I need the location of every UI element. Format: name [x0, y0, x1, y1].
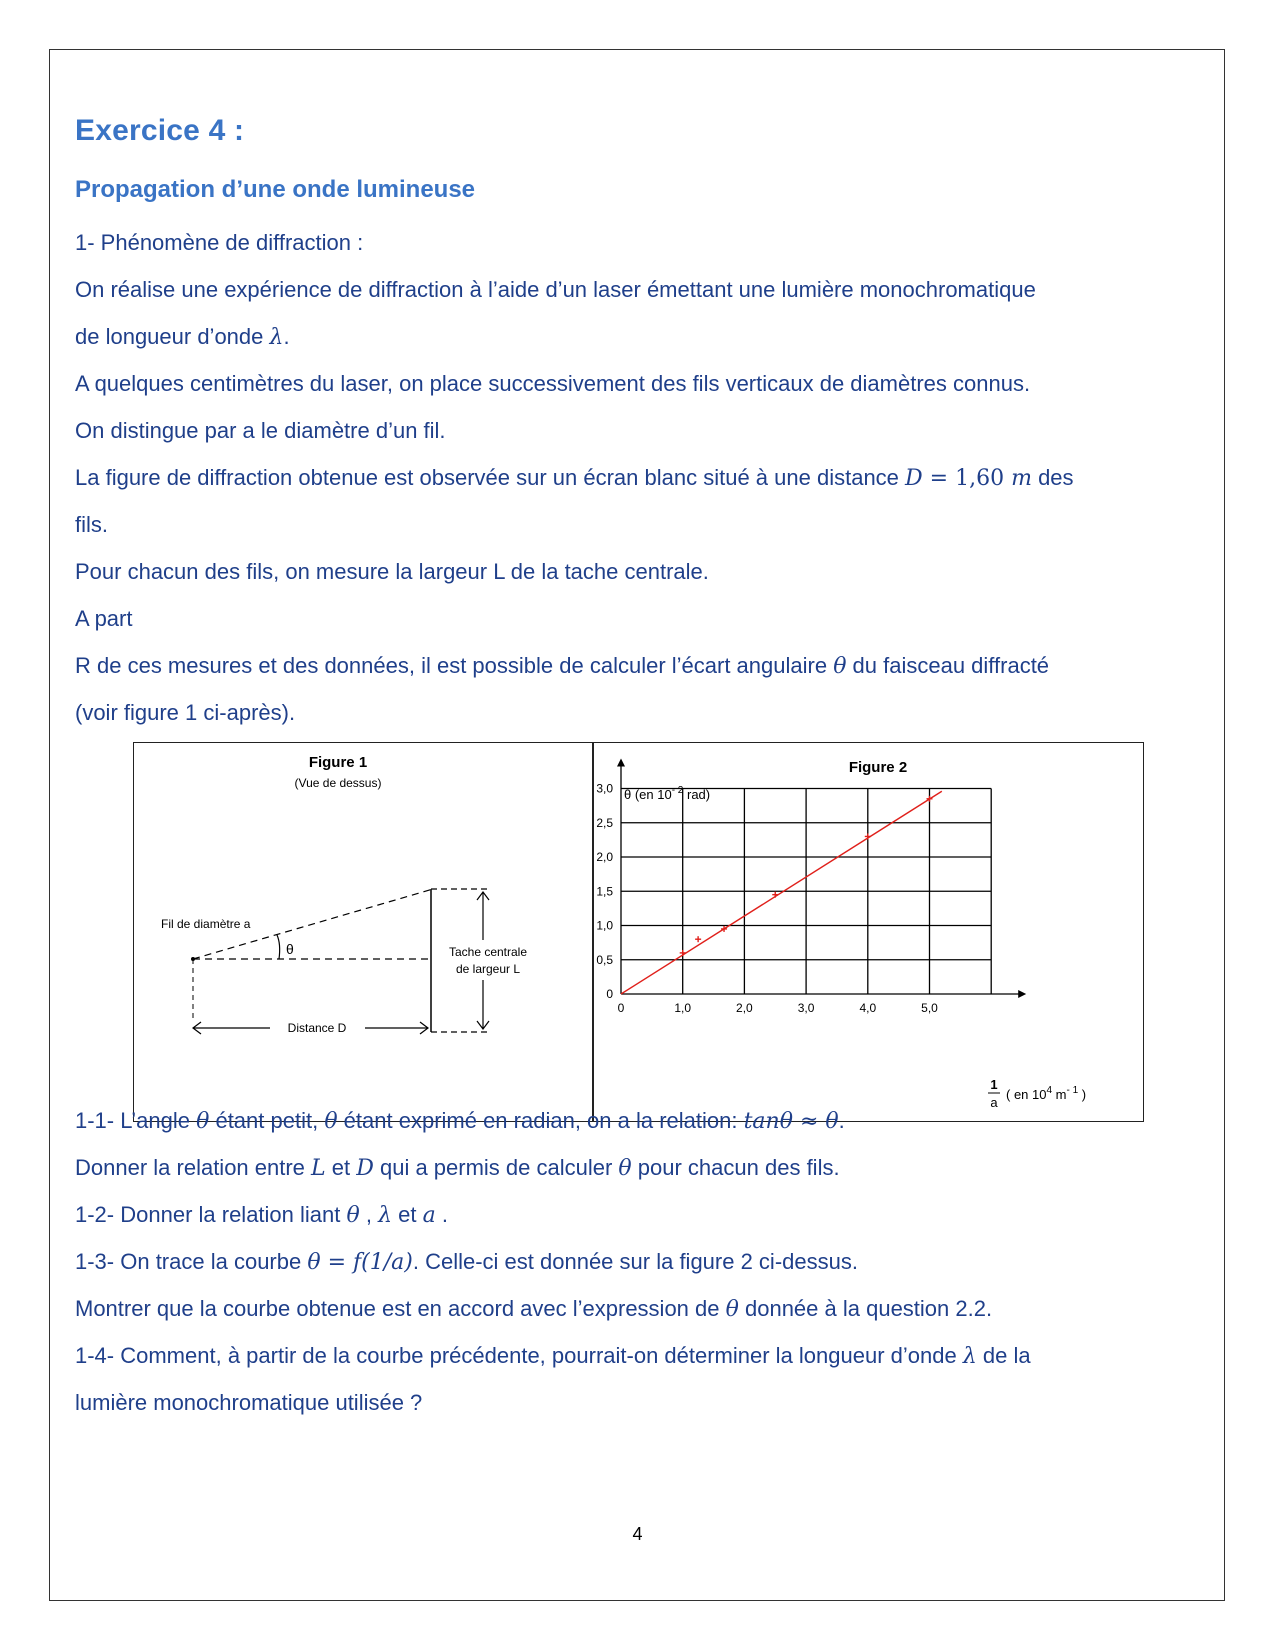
page-number: 4 — [632, 1524, 643, 1544]
question-1-4b: lumière monochromatique utilisée ? — [75, 1390, 423, 1415]
paragraph-line: R de ces mesures et des données, il est possible de calculer l’écart angulaire θ du faisceau diffracté — [75, 653, 1050, 679]
y-axis-arrow — [617, 759, 625, 767]
angle-arc — [277, 935, 280, 959]
paragraph-line: On réalise une expérience de diffraction à l’aide d’un laser émettant une lumière monochromatique — [75, 277, 1036, 302]
x-tick-label: 2,0 — [736, 1001, 753, 1015]
x-axis-unit: ( en $10^4$ $m^{- 1}$ ) — [1006, 1085, 1087, 1102]
distance-label: Distance D — [287, 1021, 347, 1035]
figure-2-chart — [594, 742, 1143, 1122]
y-tick-label: 1,0 — [596, 918, 613, 933]
paragraph-line: de longueur d’onde λ. — [75, 324, 290, 350]
paragraph-line: Pour chacun des fils, on mesure la largeur L de la tache centrale. — [75, 559, 709, 584]
lambda-symbol: λ — [269, 325, 284, 350]
data-point — [772, 892, 778, 898]
paragraph-line: A part — [75, 606, 133, 631]
paragraph-line: A quelques centimètres du laser, on place successivement des fils verticaux de diamètres connus. — [75, 371, 1031, 396]
question-1-3: 1-3- On trace la courbe θ = f(1/a). Celle-ci est donnée sur la figure 2 ci-dessus. — [75, 1249, 858, 1275]
figure1-subtitle: (Vue de dessus) — [294, 776, 382, 790]
y-tick-label: 1,5 — [596, 884, 613, 899]
y-tick-label: 0,5 — [596, 952, 613, 967]
x-label-numerator: 1 — [990, 1077, 998, 1092]
x-tick-label: 1,0 — [674, 1001, 692, 1015]
question-1-1b: Donner la relation entre L et D qui a permis de calculer θ pour chacun des fils. — [75, 1155, 840, 1181]
question-1-2: 1-2- Donner la relation liant θ , λ et a . — [75, 1202, 448, 1228]
x-axis-arrow — [1018, 990, 1026, 998]
question-1-3b: Montrer que la courbe obtenue est en accord avec l’expression de θ donnée à la question 2.2. — [75, 1296, 993, 1322]
x-tick-label: 5,0 — [921, 1001, 938, 1015]
exercise-title: Exercice 4 : — [75, 114, 245, 147]
paragraph-line: fils. — [75, 512, 108, 537]
spot-label-2: de largeur L — [455, 962, 521, 976]
y-tick-label: 2,0 — [596, 850, 613, 864]
y-tick-label: 2,5 — [596, 815, 613, 830]
section-heading: 1- Phénomène de diffraction : — [75, 230, 364, 255]
angle-label: θ — [286, 941, 294, 957]
x-tick-label: 4,0 — [859, 1001, 877, 1015]
fit-line — [621, 791, 942, 994]
figure1-title: Figure 1 — [308, 754, 368, 771]
y-tick-label: 3,0 — [596, 781, 613, 796]
paragraph-line: (voir figure 1 ci-après). — [75, 700, 296, 725]
exercise-subtitle: Propagation d’une onde lumineuse — [75, 176, 476, 203]
data-point — [680, 950, 686, 956]
y-axis-label: θ (en $10^{- 2}$ rad) — [624, 785, 711, 802]
data-point — [695, 936, 701, 942]
x-tick-label: 0 — [617, 1001, 625, 1015]
chart-ticks — [596, 782, 938, 1016]
question-1-4: 1-4- Comment, à partir de la courbe précédente, pourrait-on déterminer la longueur d’onde λ de la — [75, 1343, 1031, 1369]
wire-label: Fil de diamètre a — [161, 917, 251, 931]
chart-title: Figure 2 — [848, 759, 908, 776]
x-tick-label: 3,0 — [797, 1001, 815, 1015]
paragraph-line: On distingue par a le diamètre d’un fil. — [75, 418, 446, 443]
question-1-1: 1-1- L’angle θ étant petit, θ étant exprimé en radian, on a la relation: tanθ ≈ θ. — [75, 1108, 845, 1134]
spot-label-1: Tache centrale — [448, 945, 528, 959]
chart-series — [621, 791, 942, 994]
figure-1 — [133, 742, 593, 1122]
y-tick-label: 0 — [606, 987, 613, 1001]
x-label-denominator: a — [990, 1095, 998, 1110]
paragraph-line: La figure de diffraction obtenue est observée sur un écran blanc situé à une distance D = 1,60 m des — [75, 465, 1074, 491]
